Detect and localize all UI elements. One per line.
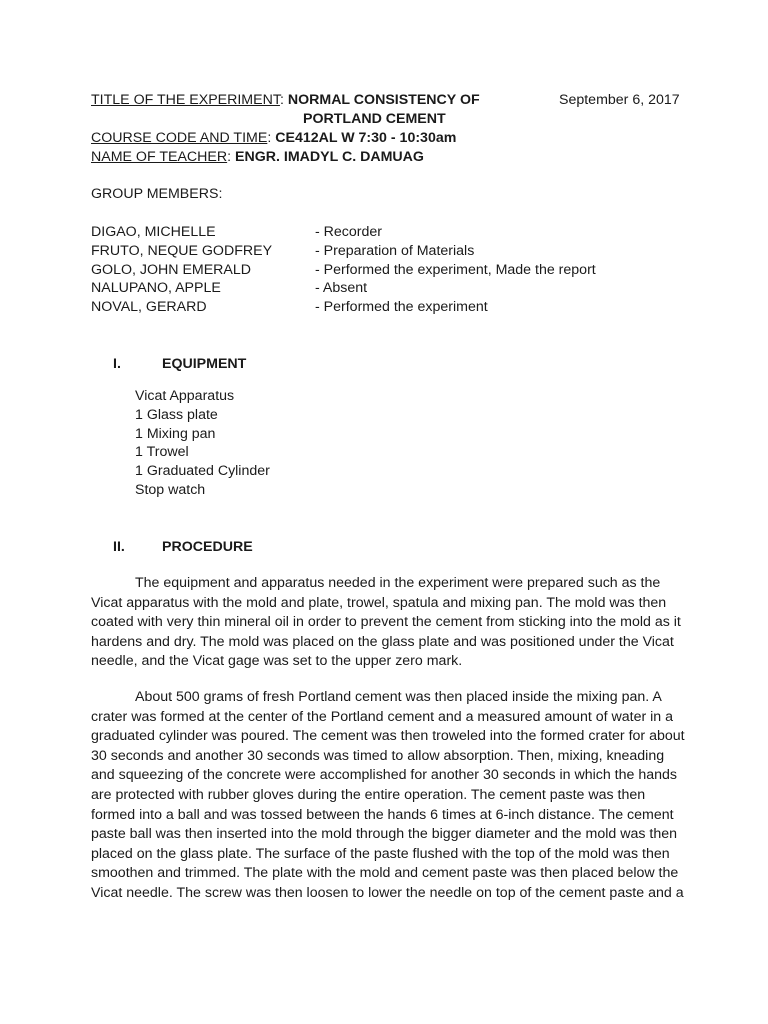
group-members-heading: GROUP MEMBERS: [91, 186, 223, 202]
member-name: NOVAL, GERARD [91, 299, 207, 315]
member-role: - Performed the experiment [315, 299, 488, 315]
equipment-item: Vicat Apparatus [135, 388, 235, 404]
course-line [91, 130, 456, 146]
teacher-line [91, 149, 424, 165]
equipment-item: 1 Mixing pan [135, 426, 216, 442]
title-label: TITLE OF THE EXPERIMENT [91, 92, 280, 108]
member-name: DIGAO, MICHELLE [91, 224, 216, 240]
report-date: September 6, 2017 [559, 92, 680, 108]
equipment-item: 1 Graduated Cylinder [135, 463, 270, 479]
member-name: NALUPANO, APPLE [91, 280, 221, 296]
title-colon: : [279, 92, 284, 108]
teacher-colon: : [227, 149, 232, 165]
member-role: - Absent [315, 280, 368, 296]
member-role: - Preparation of Materials [315, 243, 475, 259]
title-value-line2: PORTLAND CEMENT [303, 111, 446, 127]
section-numeral-equipment: I. [113, 356, 121, 372]
equipment-item: 1 Glass plate [135, 407, 218, 423]
procedure-paragraph: About 500 grams of fresh Portland cement was then placed inside the mixing pan. A crater was formed at the center of the Portland cement and a measured amount of water in a graduated cylinder was poured. The cement was then troweled into the formed crater for about 30 seconds and another 30 seconds was timed to allow absorption. Then, mixing, kneading and squeezing of the concrete were accomplished for another 30 seconds in which the hands are protected with rubber gloves during the entire operation. The cement paste was then formed into a ball and was tossed between the hands 6 times at 6-inch distance. The cement paste ball was then inserted into the mold through the bigger diameter and the mold was then placed on the glass plate. The surface of the paste flushed with the top of the mold was then smoothen and trimmed. The plate with the mold and cement paste was then placed below the Vicat needle. The screw was then loosen to lower the needle on top of the cement paste and a [91, 689, 685, 901]
course-label: COURSE CODE AND TIME [91, 130, 268, 146]
section-heading-equipment: EQUIPMENT [162, 356, 247, 372]
course-colon: : [267, 130, 272, 146]
member-name: GOLO, JOHN EMERALD [91, 262, 252, 278]
teacher-label: NAME OF TEACHER [91, 149, 228, 165]
section-numeral-procedure: II. [113, 539, 125, 555]
title-value-line1: NORMAL CONSISTENCY OF [287, 92, 480, 108]
title-line [91, 92, 480, 108]
equipment-item: 1 Trowel [135, 444, 189, 460]
equipment-item: Stop watch [135, 482, 206, 498]
course-value: CE412AL W 7:30 - 10:30am [275, 130, 457, 146]
member-role: - Performed the experiment, Made the report [315, 262, 596, 278]
member-role: - Recorder [315, 224, 383, 240]
procedure-paragraph: The equipment and apparatus needed in the experiment were prepared such as the Vicat apparatus with the mold and plate, trowel, spatula and mixing pan. The mold was then coated with very thin mineral oil in order to prevent the cement from sticking into the mold as it hardens and dry. The mold was placed on the glass plate and was positioned under the Vicat needle, and the Vicat gage was set to the upper zero mark. [91, 575, 681, 670]
member-name: FRUTO, NEQUE GODFREY [91, 243, 273, 259]
teacher-value: ENGR. IMADYL C. DAMUAG [235, 149, 424, 165]
section-heading-procedure: PROCEDURE [162, 539, 253, 555]
